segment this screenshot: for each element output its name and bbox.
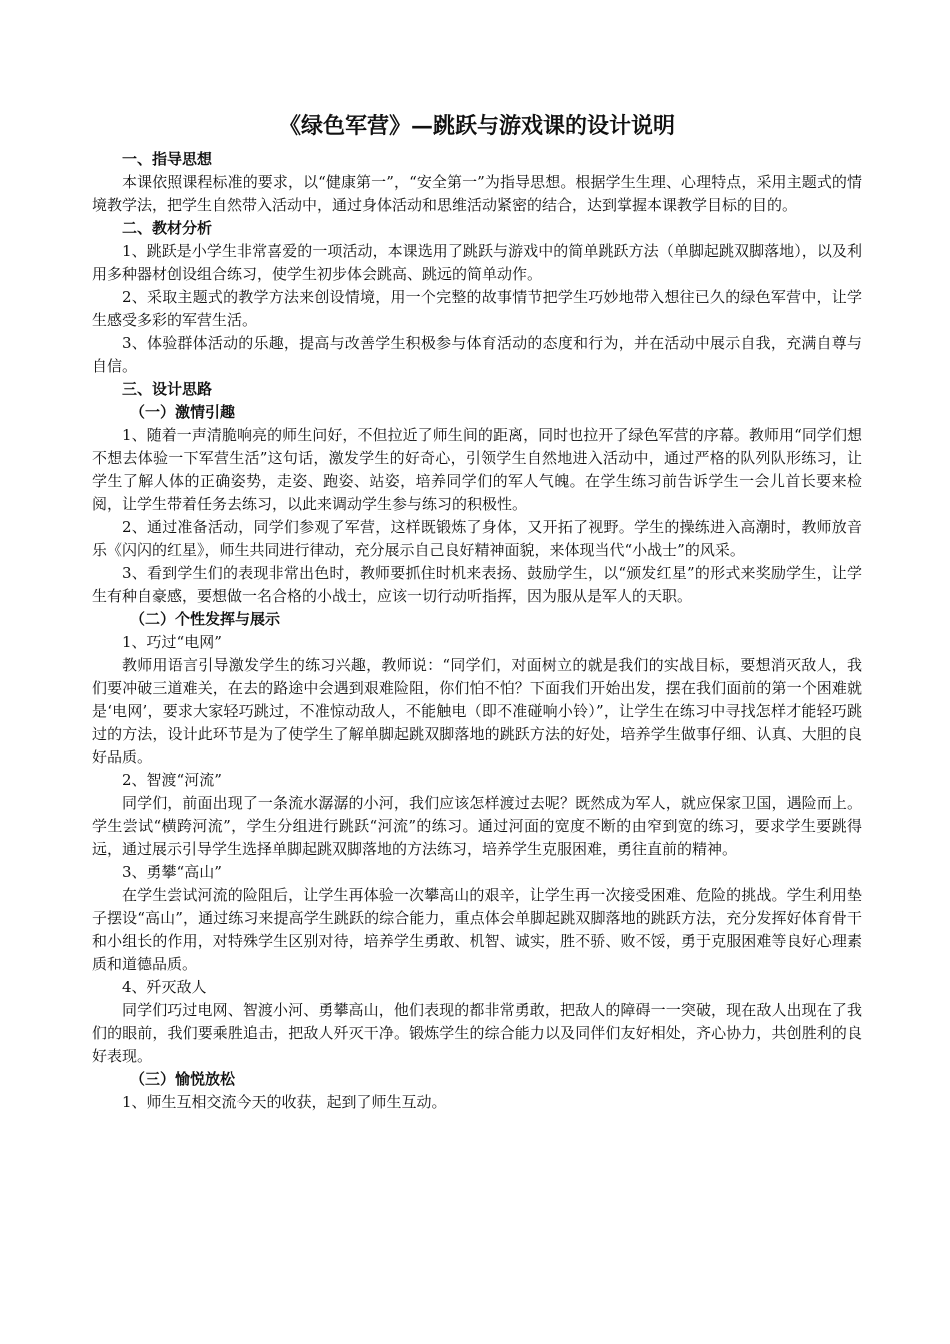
item-title: 2、智渡“河流” xyxy=(122,771,222,789)
paragraph: 3、体验群体活动的乐趣，提高与改善学生积极参与体育活动的态度和行为，并在活动中展示自我，充满自尊与自信。 xyxy=(92,334,862,375)
paragraph: 教师用语言引导激发学生的练习兴趣，教师说：“同学们，对面树立的就是我们的实战目标，要想消灭敌人，我们要冲破三道难关，在去的路途中会遇到艰难险阻，你们怕不怕？下面我们开始出发，摆在我们面前的第一个困难就是‘电网’，要求大家轻巧跳过，不准惊动敌人，不能触电（即不准碰响小铃）”，让学生在练习中寻找怎样才能轻巧跳过的方法，设计此环节是为了使学生了解单脚起跳双脚落地的跳跃方法的好处，培养学生做事仔细、认真、大胆的良好品质。 xyxy=(92,656,862,766)
document-title: 《绿色军营》—跳跃与游戏课的设计说明 xyxy=(278,113,675,139)
item-title: 3、勇攀“高山” xyxy=(122,863,222,881)
document-page xyxy=(92,112,862,1114)
section-heading-material-analysis: 二、教材分析 xyxy=(122,219,213,237)
paragraph: 本课依照课程标准的要求，以“健康第一”，“安全第一”为指导思想。根据学生生理、心理特点，采用主题式的情境教学法，把学生自然带入活动中，通过身体活动和思维活动紧密的结合，达到掌握本课教学目标的目的。 xyxy=(92,173,862,214)
subsection-heading-personality: （二）个性发挥与展示 xyxy=(130,610,281,628)
paragraph: 1、师生互相交流今天的收获，起到了师生互动。 xyxy=(122,1093,447,1111)
paragraph: 1、随着一声清脆响亮的师生问好，不但拉近了师生间的距离，同时也拉开了绿色军营的序幕。教师用“同学们想不想去体验一下军营生活”这句话，激发学生的好奇心，引领学生自然地进入活动中，通过严格的队列队形练习，让学生了解人体的正确姿势，走姿、跑姿、站姿，培养同学们的军人气魄。在学生练习前告诉学生一会儿首长要来检阅，让学生带着任务去练习，以此来调动学生参与练习的积极性。 xyxy=(92,426,862,513)
subsection-heading-relax: （三）愉悦放松 xyxy=(130,1070,236,1088)
paragraph: 2、采取主题式的教学方法来创设情境，用一个完整的故事情节把学生巧妙地带入想往已久的绿色军营中，让学生感受多彩的军营生活。 xyxy=(92,288,862,329)
subsection-heading-inspire: （一）激情引趣 xyxy=(130,403,236,421)
paragraph: 3、看到学生们的表现非常出色时，教师要抓住时机来表扬、鼓励学生，以“颁发红星”的形式来奖励学生，让学生有种自豪感，要想做一名合格的小战士，应该一切行动听指挥，因为服从是军人的天职。 xyxy=(92,564,862,605)
item-title: 4、歼灭敌人 xyxy=(122,978,207,996)
paragraph: 2、通过准备活动，同学们参观了军营，这样既锻炼了身体，又开拓了视野。学生的操练进入高潮时，教师放音乐《闪闪的红星》，师生共同进行律动，充分展示自己良好精神面貌，来体现当代“小战士”的风采。 xyxy=(92,518,862,559)
section-heading-design-ideas: 三、设计思路 xyxy=(122,380,213,398)
paragraph: 同学们，前面出现了一条流水潺潺的小河，我们应该怎样渡过去呢？既然成为军人，就应保家卫国，遇险而上。学生尝试“横跨河流”，学生分组进行跳跃“河流”的练习。通过河面的宽度不断的由窄到宽的练习，要求学生要跳得远，通过展示引导学生选择单脚起跳双脚落地的方法练习，培养学生克服困难，勇往直前的精神。 xyxy=(92,794,862,858)
paragraph: 1、跳跃是小学生非常喜爱的一项活动，本课选用了跳跃与游戏中的简单跳跃方法（单脚起跳双脚落地），以及利用多种器材创设组合练习，使学生初步体会跳高、跳远的简单动作。 xyxy=(92,242,862,283)
item-title: 1、巧过“电网” xyxy=(122,633,222,651)
section-heading-guiding-thought: 一、指导思想 xyxy=(122,150,213,168)
paragraph: 在学生尝试河流的险阻后，让学生再体验一次攀高山的艰辛，让学生再一次接受困难、危险的挑战。学生利用垫子摆设“高山”，通过练习来提高学生跳跃的综合能力，重点体会单脚起跳双脚落地的跳跃方法，充分发挥好体育骨干和小组长的作用，对特殊学生区别对待，培养学生勇敢、机智、诚实，胜不骄、败不馁，勇于克服困难等良好心理素质和道德品质。 xyxy=(92,886,862,973)
paragraph: 同学们巧过电网、智渡小河、勇攀高山，他们表现的都非常勇敢，把敌人的障碍一一突破，现在敌人出现在了我们的眼前，我们要乘胜追击，把敌人歼灭干净。锻炼学生的综合能力以及同伴们友好相处，齐心协力，共创胜利的良好表现。 xyxy=(92,1001,862,1065)
